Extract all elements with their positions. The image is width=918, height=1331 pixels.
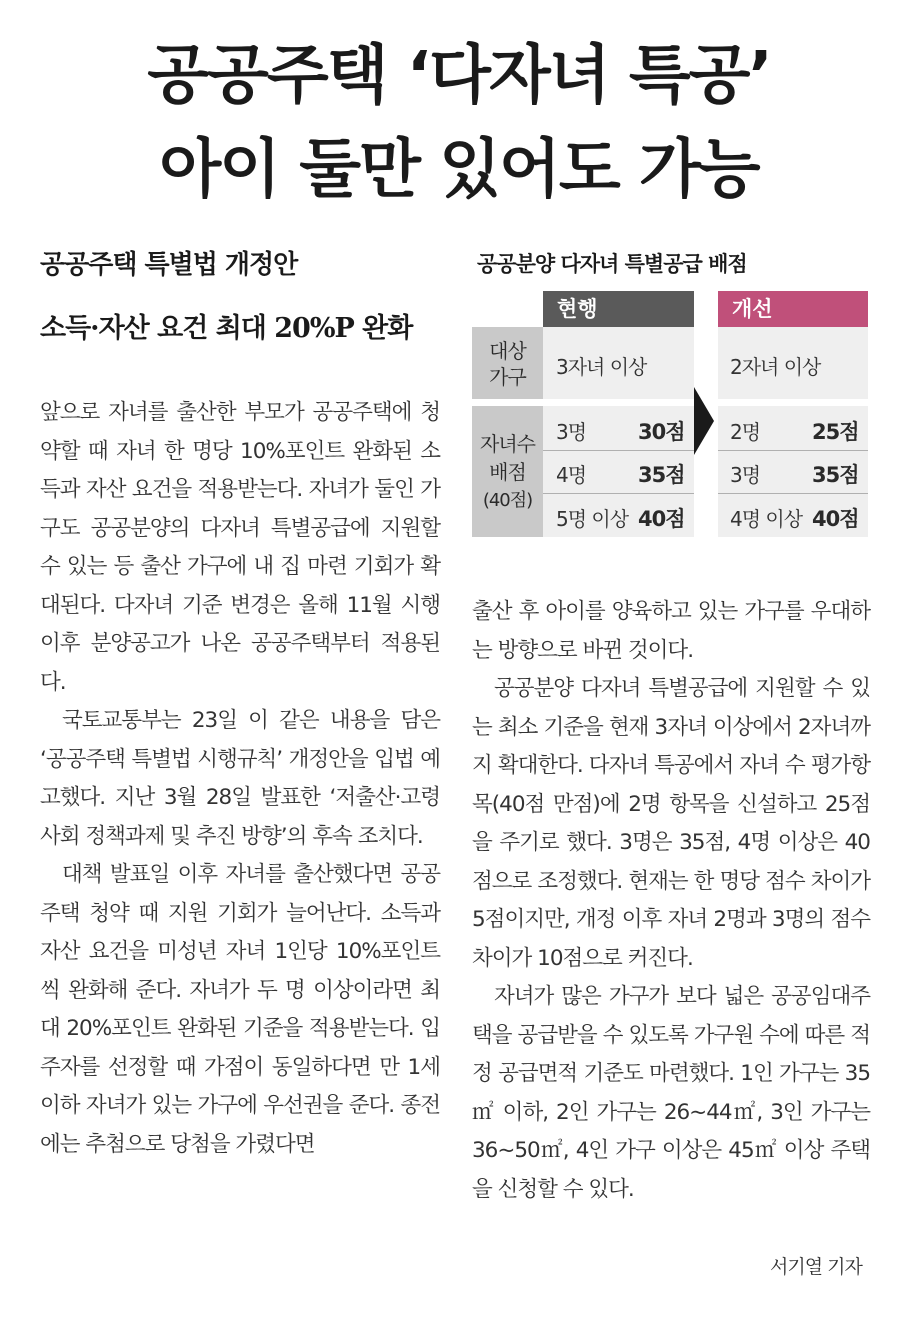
current-row-score: 30점: [638, 420, 685, 444]
paragraph: 대책 발표일 이후 자녀를 출산했다면 공공주택 청약 때 지원 기회가 늘어난다. 소득과 자산 요건을 미성년 자녀 1인당 10%포인트씩 완화해 준다. 자녀가 두 명 이상이라면 최대 20%포인트 완화된 기준을 적용받는다. 입주자를 선정할 때 가점이 동일하다면 만 1세 이하 자녀가 있는 가구에 우선권을 준다. 종전에는 추첨으로 당첨을 가렸다면: [40, 862, 440, 1157]
row-divider: [543, 493, 694, 494]
row-divider: [543, 450, 694, 451]
paragraph: 앞으로 자녀를 출산한 부모가 공공주택에 청약할 때 자녀 한 명당 10%포인트 완화된 소득과 자산 요건을 적용받는다. 자녀가 둘인 가구도 공공분양의 다자녀 특별공급에 지원할 수 있는 등 출산 가구에 내 집 마련 기회가 확대된다. 다자녀 기준 변경은 올해 11월 시행 이후 분양공고가 나온 공공주택부터 적용된다.: [40, 400, 440, 695]
table-title: 공공분양 다자녀 특별공급 배점: [477, 252, 747, 276]
byline: 서기열 기자: [770, 1256, 862, 1278]
current-target-value: 3자녀 이상: [556, 355, 647, 379]
headline-line-2: 아이 둘만 있어도 가능: [159, 133, 759, 207]
target-label-1: 대상: [489, 339, 526, 363]
target-label-2: 가구: [489, 365, 526, 389]
improved-header: 개선: [718, 291, 868, 327]
improved-row-score: 40점: [812, 507, 859, 531]
score-label-1: 자녀수: [480, 432, 535, 456]
current-row-score: 35점: [638, 463, 685, 487]
improved-target-value: 2자녀 이상: [730, 355, 821, 379]
score-label-2: 배점: [489, 460, 526, 484]
row-divider: [718, 493, 868, 494]
improved-row-count: 3명: [730, 463, 761, 487]
current-header: 현행: [543, 291, 694, 327]
article-body-right: [472, 593, 870, 1209]
paragraph: 출산 후 아이를 양육하고 있는 가구를 우대하는 방향으로 바뀐 것이다.: [472, 599, 870, 663]
subheadline-detail: 소득·자산 요건 최대 20%P 완화: [40, 313, 413, 344]
improved-row-score: 35점: [812, 463, 859, 487]
article-body-left: [40, 394, 440, 1164]
current-row-count: 5명 이상: [556, 507, 629, 531]
score-label-3: (40점): [482, 490, 533, 511]
headline-line-1: 공공주택 ‘다자녀 특공’: [147, 39, 771, 113]
paragraph: 자녀가 많은 가구가 보다 넓은 공공임대주택을 공급받을 수 있도록 가구원 수에 따른 적정 공급면적 기준도 마련했다. 1인 가구는 35㎡ 이하, 2인 가구는 26~44㎡, 3인 가구는 36~50㎡, 4인 가구 이상은 45㎡ 이상 주택을 신청할 수 있다.: [472, 984, 870, 1202]
improved-row-count: 2명: [730, 420, 761, 444]
improved-row-count: 4명 이상: [730, 507, 803, 531]
arrow-right-icon: [694, 387, 714, 455]
current-row-score: 40점: [638, 507, 685, 531]
row-divider: [718, 450, 868, 451]
current-row-count: 4명: [556, 463, 587, 487]
paragraph: 국토교통부는 23일 이 같은 내용을 담은 ‘공공주택 특별법 시행규칙’ 개정안을 입법 예고했다. 지난 3월 28일 발표한 ‘저출산·고령사회 정책과제 및 추진 방향’의 후속 조치다.: [40, 708, 440, 849]
improved-row-score: 25점: [812, 420, 859, 444]
current-row-count: 3명: [556, 420, 587, 444]
paragraph: 공공분양 다자녀 특별공급에 지원할 수 있는 최소 기준을 현재 3자녀 이상에서 2자녀까지 확대한다. 다자녀 특공에서 자녀 수 평가항목(40점 만점)에 2명 항목을 신설하고 25점을 주기로 했다. 3명은 35점, 4명 이상은 40점으로 조정했다. 현재는 한 명당 점수 차이가 5점이지만, 개정 이후 자녀 2명과 3명의 점수 차이가 10점으로 커진다.: [472, 676, 870, 971]
subheadline: 공공주택 특별법 개정안: [40, 250, 298, 280]
